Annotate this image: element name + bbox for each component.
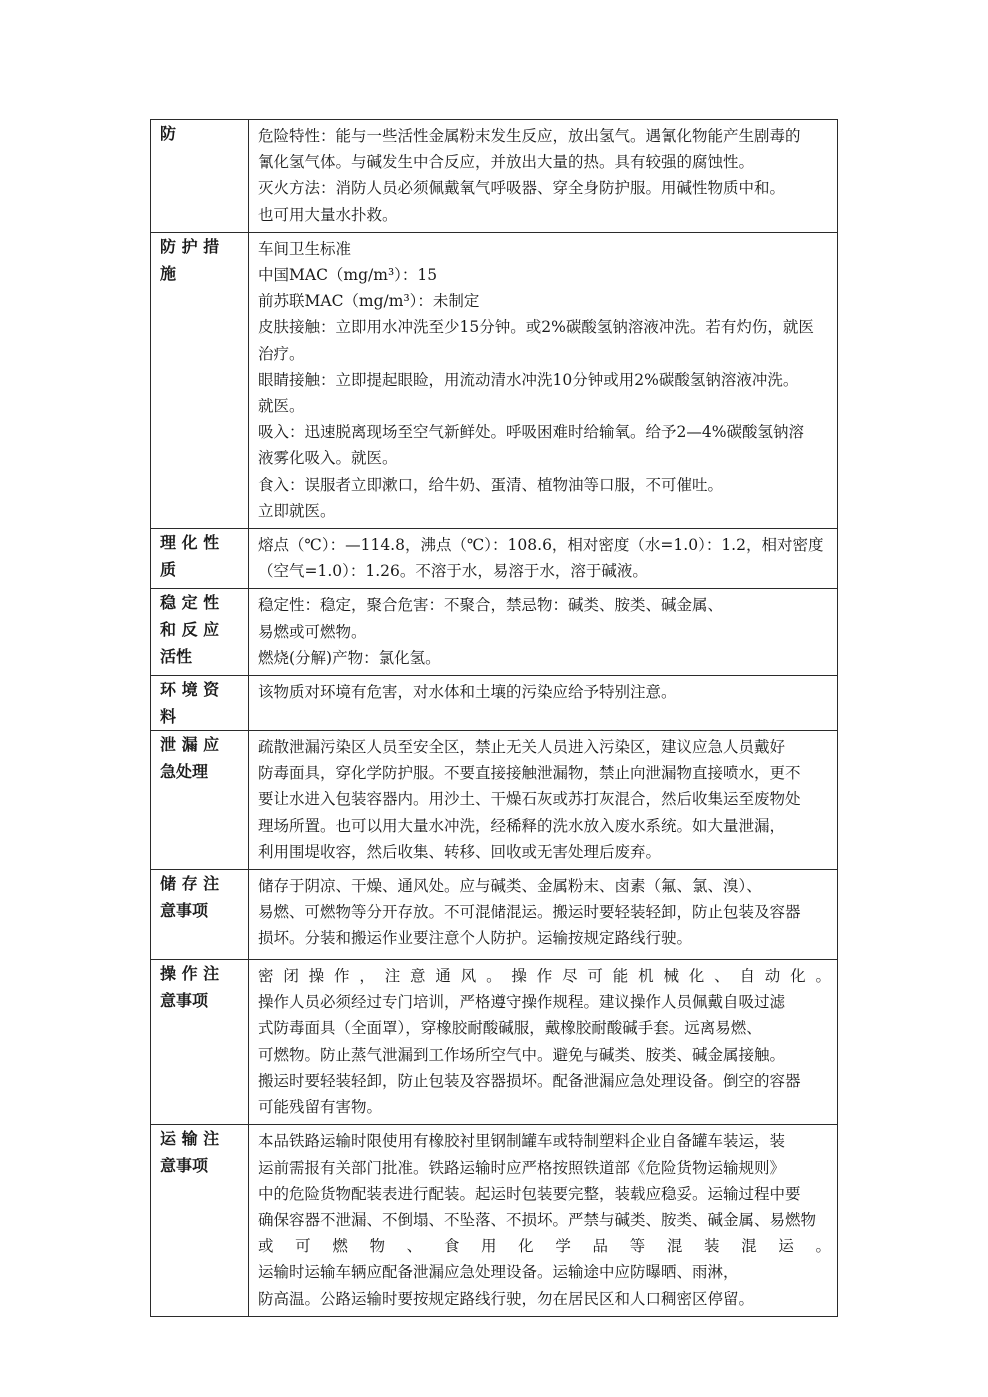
row-label [151,120,249,233]
row-label [151,676,249,731]
content-line: （空气=1.0）：1.26。不溶于水，易溶于水，溶于碱液。 [258,562,648,581]
row-content [249,120,838,233]
row-content [249,232,838,528]
row-protective-measures [151,232,838,528]
content-line: 要让水进入包装容器内。用沙土、干燥石灰或苏打灰混合，然后收集运至废物处 [258,790,801,809]
row-label-line: 泄 漏 应 [160,735,220,755]
row-label [151,589,249,676]
content-line: 储存于阴凉、干燥、通风处。应与碱类、金属粉末、卤素（氟、氯、溴）、 [258,877,762,896]
content-line: 就医。 [258,397,305,416]
row-label-line: 意事项 [160,991,209,1011]
content-line: 可燃物。防止蒸气泄漏到工作场所空气中。避免与碱类、胺类、碱金属接触。 [258,1045,786,1064]
content-line: 灭火方法：消防人员必须佩戴氧气呼吸器、穿全身防护服。用碱性物质中和。 [258,179,786,198]
content-line: 可能残留有害物。 [258,1098,383,1117]
row-environmental-info [151,676,838,731]
row-content [249,589,838,676]
row-label-line: 意事项 [160,1156,209,1176]
row-label-line: 稳 定 性 [160,593,220,613]
row-label [151,1125,249,1316]
row-stability-reactivity [151,589,838,676]
content-line: 理场所置。也可以用大量水冲洗，经稀释的洗水放入废水系统。如大量泄漏， [258,816,786,835]
row-label-line: 理 化 性 [160,533,220,553]
content-line: 运输时运输车辆应配备泄漏应急处理设备。运输途中应防曝晒、雨淋， [258,1263,739,1282]
row-label [151,960,249,1125]
row-label-line: 防 护 措 [160,236,220,256]
msds-table-body [151,120,838,1317]
content-line: 吸入：迅速脱离现场至空气新鲜处。呼吸困难时给输氧。给予2—4%碳酸氢钠溶 [258,423,804,442]
row-label-line: 质 [160,560,177,580]
row-label-line: 意事项 [160,901,209,921]
content-line: 稳定性：稳定，聚合危害：不聚合，禁忌物：碱类、胺类、碱金属、 [258,596,724,615]
row-label-line: 活性 [160,647,193,667]
row-label-line: 运 输 注 [160,1129,220,1149]
row-content [249,960,838,1125]
content-line: 眼睛接触：立即提起眼睑，用流动清水冲洗10分钟或用2%碳酸氢钠溶液冲洗。 [258,370,799,389]
row-content [249,676,838,731]
content-line: 易燃或可燃物。 [258,622,367,641]
row-label-line: 操 作 注 [160,964,220,984]
content-line: 液雾化吸入。就医。 [258,449,398,468]
row-content [249,731,838,870]
row-label [151,232,249,528]
row-storage-notes [151,870,838,960]
row-label-line: 环 境 资 [160,680,220,700]
content-line: 易燃、可燃物等分开存放。不可混储混运。搬运时要轻装轻卸，防止包装及容器 [258,903,801,922]
msds-table [150,119,838,1317]
row-label-line: 急处理 [160,762,209,782]
row-leak-emergency [151,731,838,870]
content-line: 防高温。公路运输时要按规定路线行驶，勿在居民区和人口稠密区停留。 [258,1289,755,1308]
content-line: 中国MAC（mg/m³）：15 [258,266,438,285]
content-line: 皮肤接触：立即用水冲洗至少15分钟。或2%碳酸氢钠溶液冲洗。若有灼伤，就医 [258,318,814,337]
row-content [249,870,838,960]
content-line: 确保容器不泄漏、不倒塌、不坠落、不损坏。严禁与碱类、胺类、碱金属、易燃物 [258,1210,817,1229]
content-line: 氰化氢气体。与碱发生中合反应，并放出大量的热。具有较强的腐蚀性。 [258,153,755,172]
content-line: 或 可 燃 物 、 食 用 化 学 品 等 混 装 混 运 。 [258,1237,831,1256]
content-line: 密 闭 操 作 ， 注 意 通 风 。 操 作 尽 可 能 机 械 化 、 自 动 化 。 [258,967,831,986]
content-line: 熔点（℃）：—114.8，沸点（℃）：108.6，相对密度（水=1.0）：1.2，相对密度 [258,536,824,555]
row-content [249,529,838,589]
content-line: 疏散泄漏污染区人员至安全区，禁止无关人员进入污染区，建议应急人员戴好 [258,738,786,757]
content-line: 利用围堤收容，然后收集、转移、回收或无害处理后废弃。 [258,842,662,861]
row-fire-hazard [151,120,838,233]
row-label [151,870,249,960]
content-line: 车间卫生标准 [258,239,352,258]
content-line: 也可用大量水扑救。 [258,205,398,224]
content-line: 中的危险货物配装表进行配装。起运时包装要完整，装载应稳妥。运输过程中要 [258,1184,801,1203]
row-label [151,731,249,870]
content-line: 前苏联MAC（mg/m³）：未制定 [258,292,480,311]
row-label-line: 储 存 注 [160,874,220,894]
row-operation-notes [151,960,838,1125]
content-line: 本品铁路运输时限使用有橡胶衬里钢制罐车或特制塑料企业自备罐车装运，装 [258,1132,786,1151]
content-line: 治疗。 [258,344,305,363]
row-transport-notes [151,1125,838,1316]
content-line: 危险特性：能与一些活性金属粉末发生反应，放出氢气。遇氰化物能产生剧毒的 [258,127,801,145]
row-label-line: 施 [160,263,177,283]
content-line: 防毒面具，穿化学防护服。不要直接接触泄漏物，禁止向泄漏物直接喷水，更不 [258,764,801,783]
content-line: 损坏。分装和搬运作业要注意个人防护。运输按规定路线行驶。 [258,929,693,948]
row-label-line: 和 反 应 [160,620,220,640]
content-line: 操作人员必须经过专门培训，严格遵守操作规程。建议操作人员佩戴自吸过滤 [258,993,786,1012]
row-content [249,1125,838,1316]
content-line: 搬运时要轻装轻卸，防止包装及容器损坏。配备泄漏应急处理设备。倒空的容器 [258,1071,801,1090]
content-line: 食入：误服者立即漱口，给牛奶、蛋清、植物油等口服，不可催吐。 [258,475,724,494]
row-label [151,529,249,589]
row-label-line: 料 [160,707,177,727]
content-line: 该物质对环境有危害，对水体和土壤的污染应给予特别注意。 [258,683,677,702]
content-line: 燃烧(分解)产物：氯化氢。 [258,648,441,667]
content-line: 立即就医。 [258,501,336,520]
content-line: 运前需报有关部门批准。铁路运输时应严格按照铁道部《危险货物运输规则》 [258,1158,786,1177]
row-label-line: 防 [160,124,177,143]
content-line: 式防毒面具（全面罩），穿橡胶耐酸碱服，戴橡胶耐酸碱手套。远离易燃、 [258,1019,762,1038]
row-physical-chemical-properties [151,529,838,589]
